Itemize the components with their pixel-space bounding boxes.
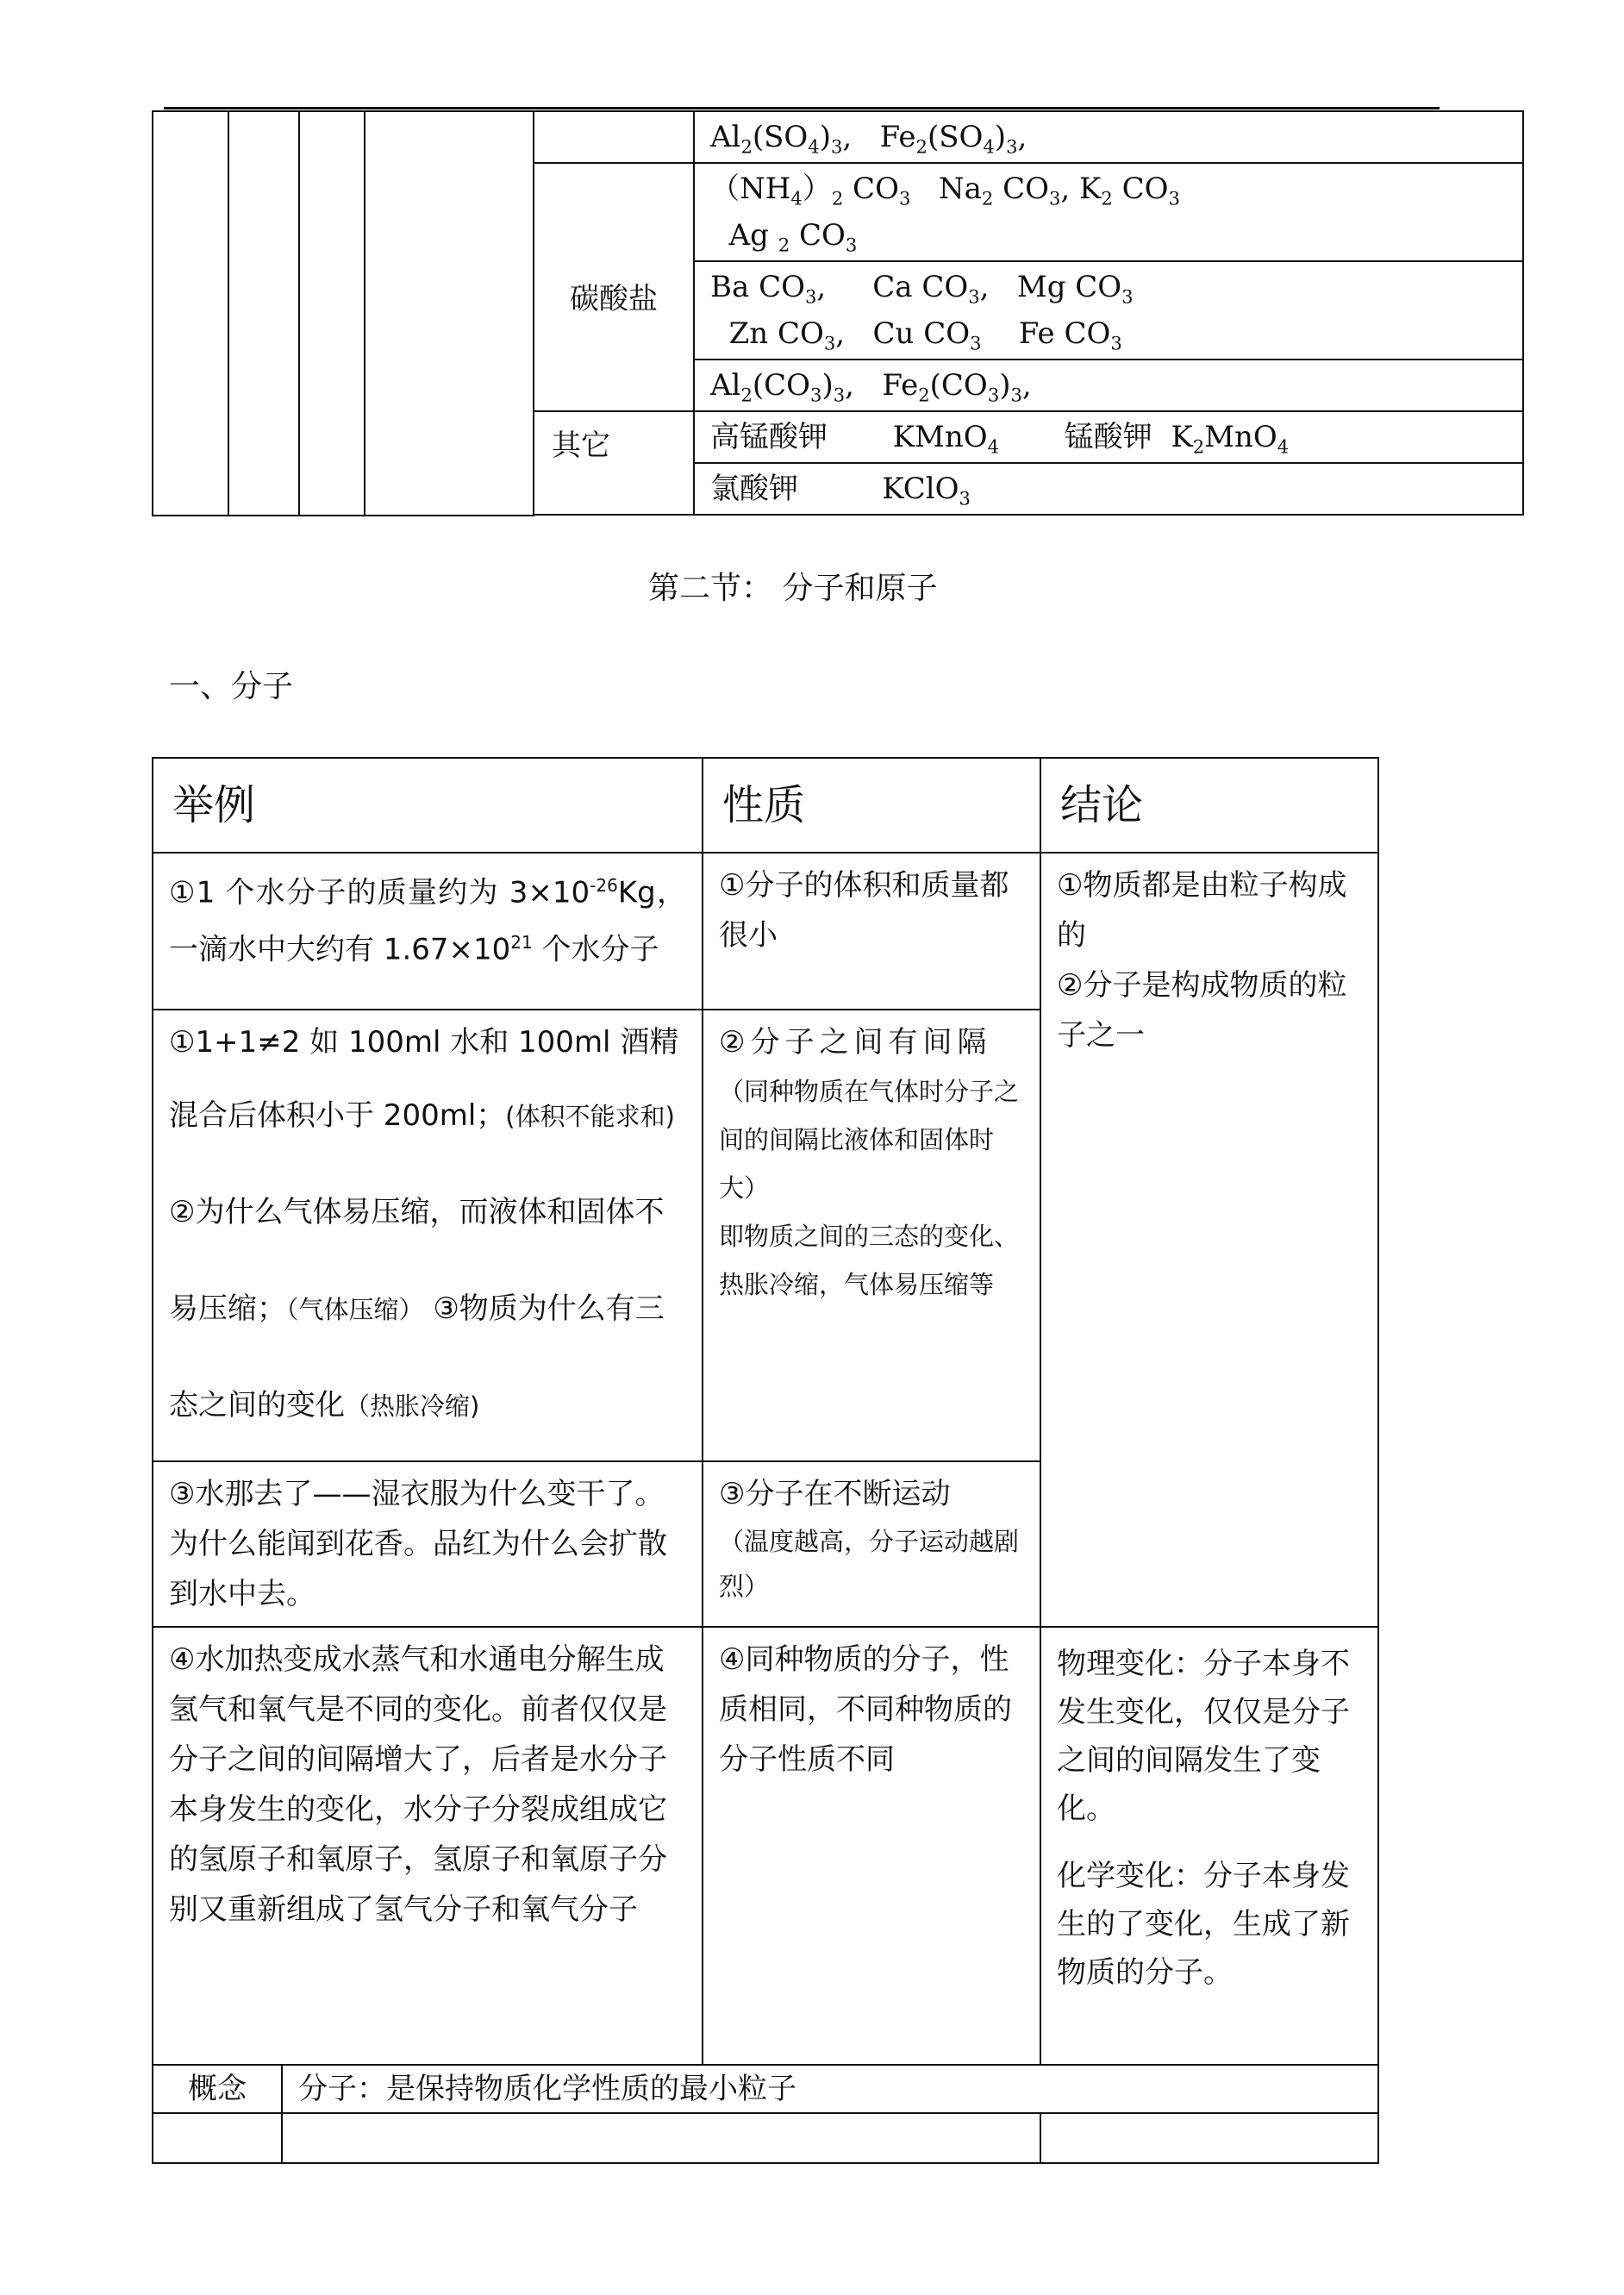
header-rule [164,107,1440,109]
sulfate-formulas-cell: $Al_2(SO_4)_3$, $Fe_2(SO_4)_3$, [694,111,1523,163]
conclusion-cell-1: ①物质都是由粒子构成的 ②分子是构成物质的粒子之一 [1040,853,1378,1627]
example-cell-1: ①1 个水分子的质量约为 $3\times 10^{-26}Kg$，一滴水中大约有 $1.67\times 10^{21}$ 个水分子 [153,853,703,1010]
empty-cell [228,111,299,516]
empty-cell [153,111,228,516]
property-cell-4: ④同种物质的分子，性质相同，不同种物质的分子性质不同 [703,1627,1040,2065]
other-category: 其它 [534,411,694,515]
property-cell-2: ②分子之间有间隔 （同种物质在气体时分子之间的间隔比液体和固体时大） 即物质之间的三态的变化、热胀冷缩，气体易压缩等 [703,1010,1040,1461]
property-cell-1: ①分子的体积和质量都很小 [703,853,1040,1010]
table-row [153,1627,1378,2065]
salt-table [152,110,1524,516]
section-subtitle: 一、分子 [169,669,294,704]
conclusion-cell-4: 物理变化：分子本身不发生变化，仅仅是分子之间的间隔发生了变化。 化学变化：分子本身发生的了变化，生成了新物质的分子。 [1040,1627,1378,2065]
carbonate-row-3: $Al_2(CO_3)_3$, $Fe_2(CO_3)_3$, [694,360,1523,411]
spacer-cell [534,515,694,516]
example-cell-3: ③水那去了——湿衣服为什么变干了。为什么能闻到花香。品红为什么会扩散到水中去。 [153,1461,703,1627]
empty-cell [299,111,365,516]
header-property: 性质 [703,758,1040,853]
carbonate-row-2: Ba $CO_3$, Ca $CO_3$, Mg $CO_3$ Zn $CO_3$, Cu $CO_3$ Fe $CO_3$ [694,261,1523,360]
table-row [153,853,1378,1010]
empty-cell [534,111,694,163]
carbonate-row-1: $(NH_4)_2$ $CO_3$ $Na_2$ $CO_3$, $K_2$ $CO_3$ Ag $_2$ $CO_3$ [694,163,1523,261]
table-header-row [153,758,1378,853]
example-cell-2: ①1+1≠2 如 100ml 水和 100ml 酒精混合后体积小于 200ml；(体积不能求和) ②为什么气体易压缩，而液体和固体不易压缩；（气体压缩） ③物质为什么有三态之间的变化（热胀冷缩) [153,1010,703,1461]
empty-cell [1040,2113,1378,2163]
empty-cell [153,2113,282,2163]
spacer-cell [694,515,1523,516]
molecule-table [152,757,1379,2164]
example-cell-4: ④水加热变成水蒸气和水通电分解生成氢气和氧气是不同的变化。前者仅仅是分子之间的间隔增大了，后者是水分子本身发生的变化，水分子分裂成组成它的氢原子和氧原子，氢原子和氧原子分别又重新组成了氢气分子和氧气分子 [153,1627,703,2065]
section-title: 第二节： 分子和原子 [648,571,938,606]
empty-cell [282,2113,1040,2163]
header-example: 举例 [153,758,703,853]
table-row [153,111,1523,163]
header-conclusion: 结论 [1040,758,1378,853]
table-row [153,2065,1378,2113]
other-row-1: 高锰酸钾 KMnO$_4$ 锰酸钾 $K_2MnO_4$ [694,411,1523,463]
concept-text: 分子：是保持物质化学性质的最小粒子 [282,2065,1378,2113]
empty-cell [365,111,534,516]
other-row-2: 氯酸钾 KClO$_3$ [694,463,1523,515]
carbonate-category: 碳酸盐 [534,163,694,411]
concept-label: 概念 [153,2065,282,2113]
property-cell-3: ③分子在不断运动 （温度越高，分子运动越剧烈） [703,1461,1040,1627]
table-row [153,2113,1378,2163]
